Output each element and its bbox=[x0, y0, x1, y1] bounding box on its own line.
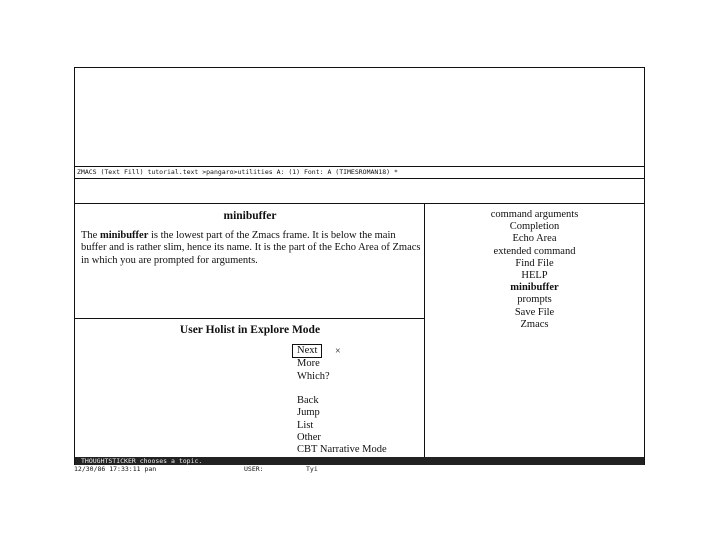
description-text-post: is the lowest part of the Zmacs frame. It is below the main buffer and is rather slim, hence its name. It is the part of the Echo Area of Zmacs in which you are prompted for arguments. bbox=[81, 230, 421, 266]
who-line bbox=[74, 465, 645, 474]
menu-item-more[interactable]: More bbox=[297, 358, 320, 370]
menu-item-back[interactable]: Back bbox=[297, 395, 319, 407]
topic-list-pane bbox=[425, 204, 644, 457]
zmacs-frame bbox=[74, 67, 645, 465]
menu-item-next[interactable]: Next bbox=[292, 344, 322, 358]
topic-item[interactable]: prompts bbox=[517, 294, 552, 306]
menu-item-jump[interactable]: Jump bbox=[297, 407, 320, 419]
who-line-state: Tyi bbox=[306, 465, 318, 473]
who-line-user-label: USER: bbox=[244, 465, 264, 473]
menu-spacer bbox=[297, 383, 387, 395]
mode-line: ZMACS (Text Fill) tutorial.text >pangaro>utilities A: (1) Font: A (TIMESROMAN18) * bbox=[75, 166, 644, 179]
topic-item-selected[interactable]: minibuffer bbox=[510, 282, 559, 294]
holist-menu bbox=[297, 344, 387, 457]
close-icon[interactable]: × bbox=[335, 346, 341, 357]
topic-item[interactable]: Completion bbox=[509, 221, 560, 233]
topic-list bbox=[425, 209, 644, 331]
topic-item[interactable]: Find File bbox=[515, 257, 554, 269]
topic-description-pane bbox=[75, 204, 425, 319]
topic-description bbox=[81, 230, 421, 267]
holist-title: User Holist in Explore Mode bbox=[179, 324, 321, 336]
left-pane bbox=[75, 204, 425, 457]
menu-item-which[interactable]: Which? bbox=[297, 370, 330, 382]
topic-item[interactable]: extended command bbox=[493, 245, 576, 257]
topic-title: minibuffer bbox=[223, 210, 277, 222]
topic-item[interactable]: command arguments bbox=[490, 209, 579, 220]
topic-item[interactable]: Echo Area bbox=[512, 233, 557, 245]
status-bar: THOUGHTSTICKER chooses a topic. bbox=[75, 457, 644, 465]
menu-item-list[interactable]: List bbox=[297, 419, 314, 431]
topic-item[interactable]: Save File bbox=[514, 306, 555, 318]
minibuffer-area[interactable] bbox=[75, 178, 644, 203]
description-term: minibuffer bbox=[99, 230, 149, 241]
description-text-pre: The bbox=[81, 230, 100, 241]
topic-item[interactable]: HELP bbox=[521, 270, 548, 282]
menu-item-other[interactable]: Other bbox=[297, 432, 321, 444]
topic-item[interactable]: Zmacs bbox=[520, 318, 549, 330]
who-line-datetime-user: 12/30/86 17:33:11 pan bbox=[74, 465, 157, 473]
menu-item-cbt-narrative-mode[interactable]: CBT Narrative Mode bbox=[297, 444, 387, 456]
